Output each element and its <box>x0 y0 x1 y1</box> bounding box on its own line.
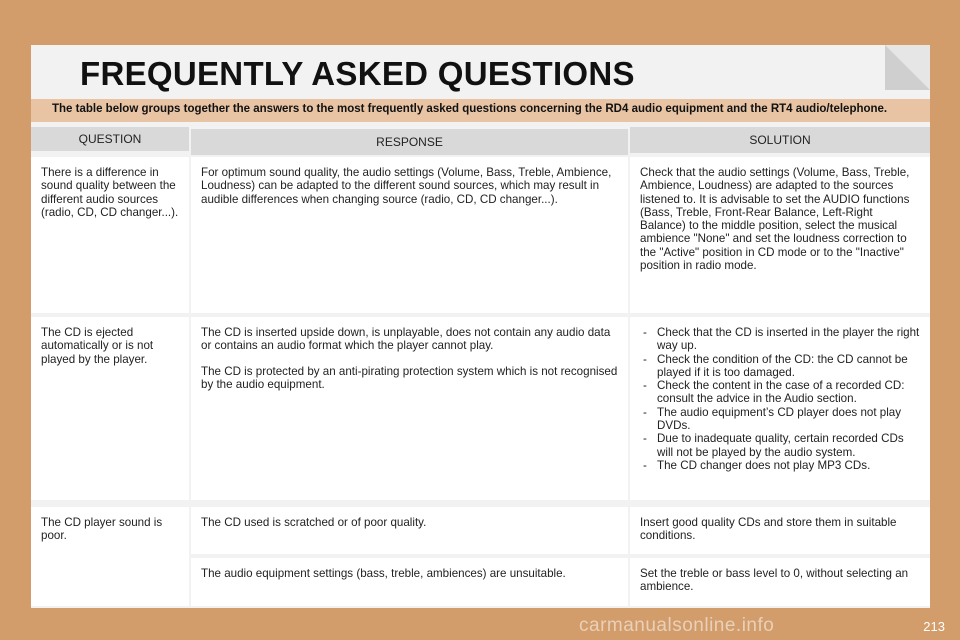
list-item: - Check the content in the case of a recorded CD: consult the advice in the Audio section. <box>640 379 920 406</box>
page-corner-fold <box>885 45 930 90</box>
row1-response: For optimum sound quality, the audio settings (Volume, Bass, Treble, Ambience, Loudness) can be adapted to the different sound sources, which may result in audible differences when changing source (radio, CD, CD changer...). <box>201 166 612 206</box>
list-item: - The CD changer does not play MP3 CDs. <box>640 459 920 472</box>
header-question: QUESTION <box>31 127 189 151</box>
page-number: 213 <box>923 619 945 634</box>
row3-response-2: The audio equipment settings (bass, treble, ambiences) are unsuitable. <box>201 567 566 580</box>
row2-solution-list <box>640 326 920 472</box>
row2-question-cell <box>31 317 189 500</box>
row1-response-cell <box>191 157 628 313</box>
row3-solution-2: Set the treble or bass level to 0, without selecting an ambience. <box>640 567 909 594</box>
row2-question: The CD is ejected automatically or is not played by the player. <box>41 326 154 366</box>
row3-question: The CD player sound is poor. <box>41 516 163 543</box>
row3-response-cell-2 <box>191 558 628 606</box>
list-item: - Check that the CD is inserted in the player the right way up. <box>640 326 920 353</box>
row1-question-cell <box>31 157 189 313</box>
row2-response-cell <box>191 317 628 500</box>
row3-solution-cell-1 <box>630 507 930 554</box>
row3-question-cell <box>31 507 189 606</box>
row1-question: There is a difference in sound quality between the different audio sources (radio, CD, CD changer...). <box>41 166 179 219</box>
list-item: - Check the condition of the CD: the CD cannot be played if it is too damaged. <box>640 353 920 380</box>
row2-response-1: The CD is inserted upside down, is unplayable, does not contain any audio data or contains an audio format which the player cannot play. <box>201 326 611 353</box>
row3-response-cell-1 <box>191 507 628 554</box>
header-response: RESPONSE <box>191 129 628 155</box>
row2-response-2: The CD is protected by an anti-pirating protection system which is not recognised by the audio equipment. <box>201 364 618 391</box>
row3-response-1: The CD used is scratched or of poor quality. <box>201 516 427 529</box>
row3-solution-cell-2 <box>630 558 930 606</box>
row2-solution-cell <box>630 317 930 500</box>
row1-solution: Check that the audio settings (Volume, Bass, Treble, Ambience, Loudness) are adapted to the sources listened to. It is advisable to set the AUDIO functions (Bass, Treble, Front-Rear Balance, Left-Right Balance) to the middle position, select the musical ambience "None" and set the loudness correction to the "Active" position in CD mode or to the "Inactive" position in radio mode. <box>640 166 910 273</box>
row1-solution-cell <box>630 157 930 313</box>
header-solution: SOLUTION <box>630 127 930 153</box>
list-item: - Due to inadequate quality, certain recorded CDs will not be played by the audio system. <box>640 432 920 459</box>
page-subtitle: The table below groups together the answers to the most frequently asked questions concerning the RD4 audio equipment and the RT4 audio/telephone. <box>52 103 888 115</box>
watermark: carmanualsonline.info <box>579 615 775 636</box>
list-item: - The audio equipment’s CD player does not play DVDs. <box>640 406 920 433</box>
row3-solution-1: Insert good quality CDs and store them in suitable conditions. <box>640 516 897 543</box>
page-title: FREQUENTLY ASKED QUESTIONS <box>80 55 635 92</box>
